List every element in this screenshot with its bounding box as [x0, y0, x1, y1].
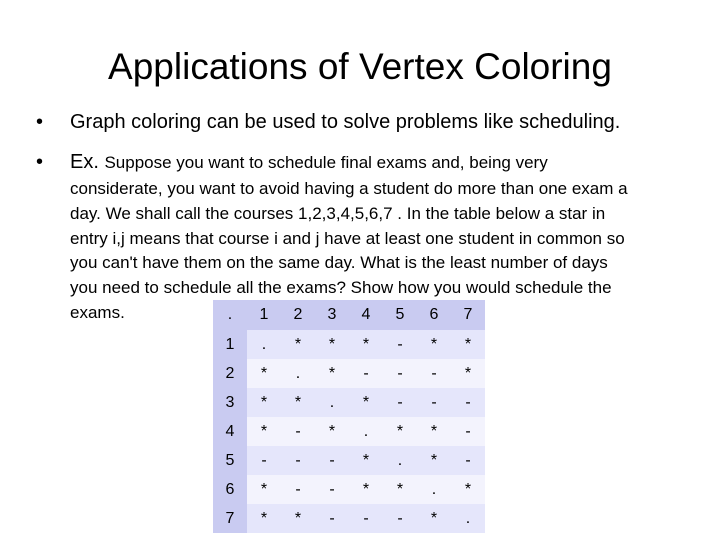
table-cell: .	[383, 446, 417, 475]
table-cell: *	[247, 475, 281, 504]
table-cell: *	[247, 359, 281, 388]
row-header: 6	[213, 475, 247, 504]
table-cell: *	[349, 446, 383, 475]
table-cell: *	[281, 504, 315, 533]
table-cell: .	[315, 388, 349, 417]
table-cell: *	[417, 504, 451, 533]
table-cell: -	[315, 475, 349, 504]
table-cell: *	[349, 388, 383, 417]
column-header: 4	[349, 300, 383, 330]
table-cell: -	[451, 446, 485, 475]
table-cell: -	[451, 388, 485, 417]
table-cell: *	[451, 475, 485, 504]
table-cell: *	[315, 359, 349, 388]
bullet-scheduling	[36, 109, 620, 135]
table-cell: *	[383, 417, 417, 446]
table-row	[213, 330, 485, 359]
paragraph-line: considerate, you want to avoid having a student do more than one exam a	[70, 179, 628, 198]
table-corner: .	[213, 300, 247, 330]
table-cell: *	[383, 475, 417, 504]
table-cell: *	[247, 388, 281, 417]
table-cell: -	[281, 446, 315, 475]
table-row	[213, 475, 485, 504]
table-cell: .	[417, 475, 451, 504]
column-header: 1	[247, 300, 281, 330]
bullet-example	[36, 149, 548, 176]
column-header: 3	[315, 300, 349, 330]
table-cell: .	[247, 330, 281, 359]
column-header: 6	[417, 300, 451, 330]
table-cell: *	[315, 330, 349, 359]
table-cell: .	[451, 504, 485, 533]
table-cell: *	[451, 330, 485, 359]
row-header: 3	[213, 388, 247, 417]
row-header: 1	[213, 330, 247, 359]
table-cell: *	[451, 359, 485, 388]
table-header-row	[213, 300, 485, 330]
table-row	[213, 504, 485, 533]
table-cell: *	[315, 417, 349, 446]
row-header: 2	[213, 359, 247, 388]
table-cell: *	[417, 330, 451, 359]
bullet-marker: •	[36, 111, 44, 133]
table-cell: -	[451, 417, 485, 446]
conflict-table	[213, 300, 485, 533]
paragraph-line: you can't have them on the same day. What is the least number of days	[70, 253, 608, 273]
example-first-line: Suppose you want to schedule final exams and, being very	[104, 153, 548, 172]
table-cell: .	[349, 417, 383, 446]
table-cell: -	[383, 388, 417, 417]
column-header: 7	[451, 300, 485, 330]
table-cell: *	[281, 330, 315, 359]
table-cell: -	[281, 417, 315, 446]
table-row	[213, 359, 485, 388]
table-row	[213, 388, 485, 417]
table-body	[213, 330, 485, 533]
row-header: 5	[213, 446, 247, 475]
column-header: 2	[281, 300, 315, 330]
paragraph-line: you need to schedule all the exams? Show how you would schedule the	[70, 278, 612, 298]
paragraph-line: entry i,j means that course i and j have at least one student in common so	[70, 228, 625, 248]
bullet-text: Graph coloring can be used to solve problems like scheduling.	[70, 111, 621, 133]
table-cell: -	[315, 504, 349, 533]
column-header: 5	[383, 300, 417, 330]
table-cell: *	[349, 475, 383, 504]
table-row	[213, 446, 485, 475]
table-cell: -	[383, 330, 417, 359]
table-cell: *	[247, 504, 281, 533]
table-cell: -	[247, 446, 281, 475]
table-cell: .	[281, 359, 315, 388]
table-cell: *	[281, 388, 315, 417]
bullet-marker: •	[36, 151, 44, 173]
row-header: 4	[213, 417, 247, 446]
table-cell: -	[383, 504, 417, 533]
table-cell: -	[281, 475, 315, 504]
example-label: Ex.	[70, 151, 99, 173]
table-cell: *	[247, 417, 281, 446]
row-header: 7	[213, 504, 247, 533]
paragraph-line: day. We shall call the courses 1,2,3,4,5,6,7 . In the table below a star in	[70, 203, 606, 223]
table-cell: -	[349, 504, 383, 533]
table-cell: -	[349, 359, 383, 388]
table-cell: *	[417, 417, 451, 446]
table-cell: -	[417, 388, 451, 417]
table-cell: *	[349, 330, 383, 359]
table-row	[213, 417, 485, 446]
table-cell: -	[383, 359, 417, 388]
table-cell: -	[417, 359, 451, 388]
table-cell: -	[315, 446, 349, 475]
table-cell: *	[417, 446, 451, 475]
slide-title: Applications of Vertex Coloring	[108, 46, 612, 87]
paragraph-line: exams.	[70, 302, 125, 322]
